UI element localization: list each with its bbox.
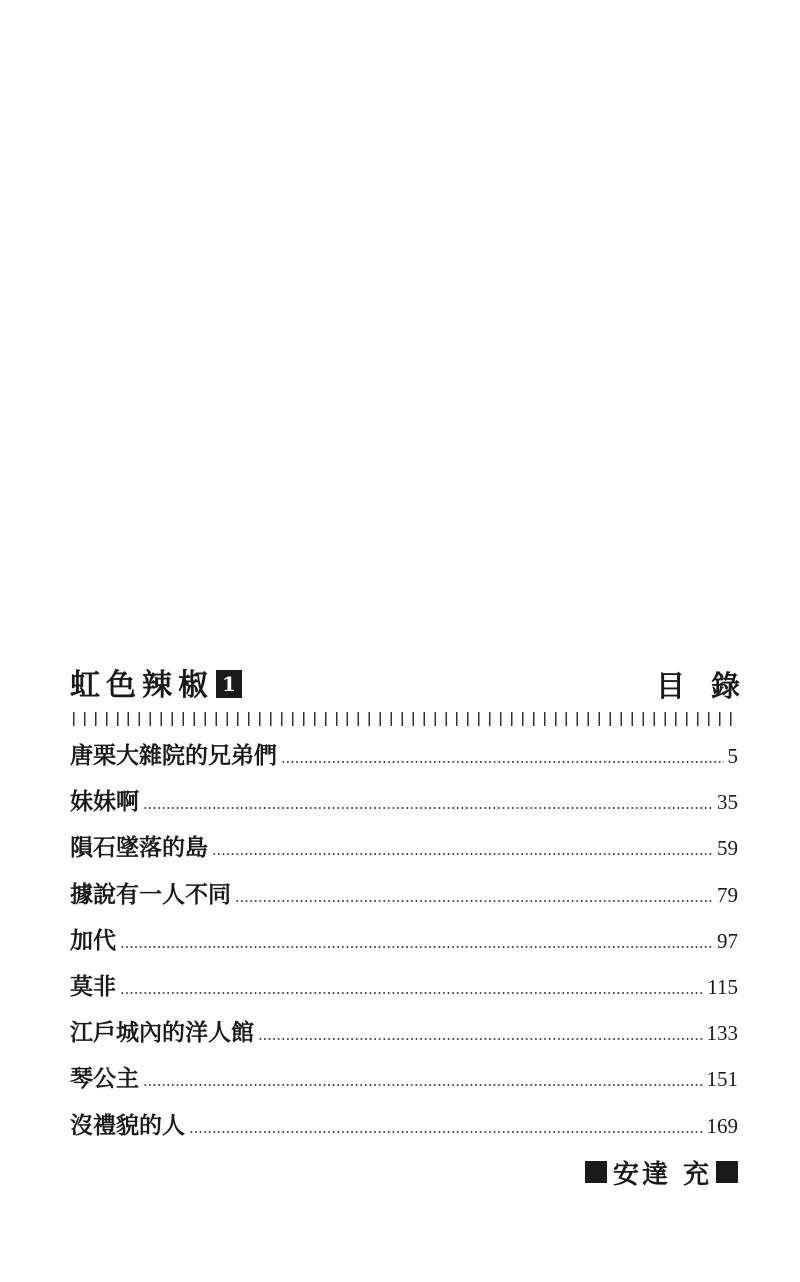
dot-leader — [120, 946, 713, 948]
toc-entry-title: 沒禮貌的人 — [70, 1112, 185, 1139]
dot-leader — [143, 807, 713, 809]
toc-entry[interactable] — [70, 733, 738, 779]
toc-entry[interactable] — [70, 779, 738, 825]
toc-entry-title: 琴公主 — [70, 1066, 139, 1093]
toc-entry-title: 唐栗大雜院的兄弟們 — [70, 743, 277, 769]
volume-badge: 1 — [216, 670, 242, 698]
square-bullet-icon — [716, 1161, 738, 1183]
toc-entry[interactable] — [70, 1010, 738, 1056]
toc-entry-title: 莫非 — [70, 973, 116, 1000]
toc-entry-title: 加代 — [70, 927, 116, 954]
book-title — [70, 664, 242, 708]
toc-entry-page: 59 — [717, 836, 738, 861]
dot-leader — [235, 900, 713, 902]
toc-entry[interactable] — [70, 918, 738, 964]
dot-leader — [258, 1038, 703, 1040]
toc-entry-page: 169 — [706, 1113, 738, 1138]
dot-leader — [120, 992, 703, 994]
author-name: 安達 充 — [612, 1159, 712, 1190]
dot-leader — [189, 1131, 703, 1133]
toc-entry-title: 隕石墜落的島 — [70, 835, 208, 862]
author-credit — [585, 1152, 738, 1192]
toc-entry-title: 據說有一人不同 — [70, 881, 231, 908]
toc-entry-page: 79 — [717, 882, 738, 907]
toc-entry[interactable] — [70, 1056, 738, 1102]
toc-entry[interactable] — [70, 872, 738, 918]
toc-entry[interactable] — [70, 825, 738, 871]
toc-entry-page: 35 — [717, 790, 738, 815]
decorative-tick-rule — [73, 712, 735, 726]
toc-entry-page: 5 — [727, 744, 738, 768]
contents-heading: 目錄 — [655, 669, 766, 703]
dot-leader — [281, 761, 724, 763]
toc-entry-title: 妹妹啊 — [70, 789, 139, 816]
toc-entry-page: 97 — [717, 928, 738, 953]
table-of-contents — [70, 733, 738, 1149]
toc-entry-page: 115 — [707, 974, 738, 999]
toc-entry-page: 133 — [706, 1021, 738, 1046]
toc-entry[interactable] — [70, 1103, 738, 1149]
toc-entry-title: 江戶城內的洋人館 — [70, 1020, 254, 1047]
square-bullet-icon — [585, 1161, 607, 1183]
dot-leader — [143, 1084, 703, 1086]
toc-entry-page: 151 — [706, 1067, 738, 1092]
toc-entry[interactable] — [70, 964, 738, 1010]
book-title-text: 虹色辣椒 — [70, 668, 214, 703]
dot-leader — [212, 853, 713, 855]
contents-header — [70, 664, 766, 708]
